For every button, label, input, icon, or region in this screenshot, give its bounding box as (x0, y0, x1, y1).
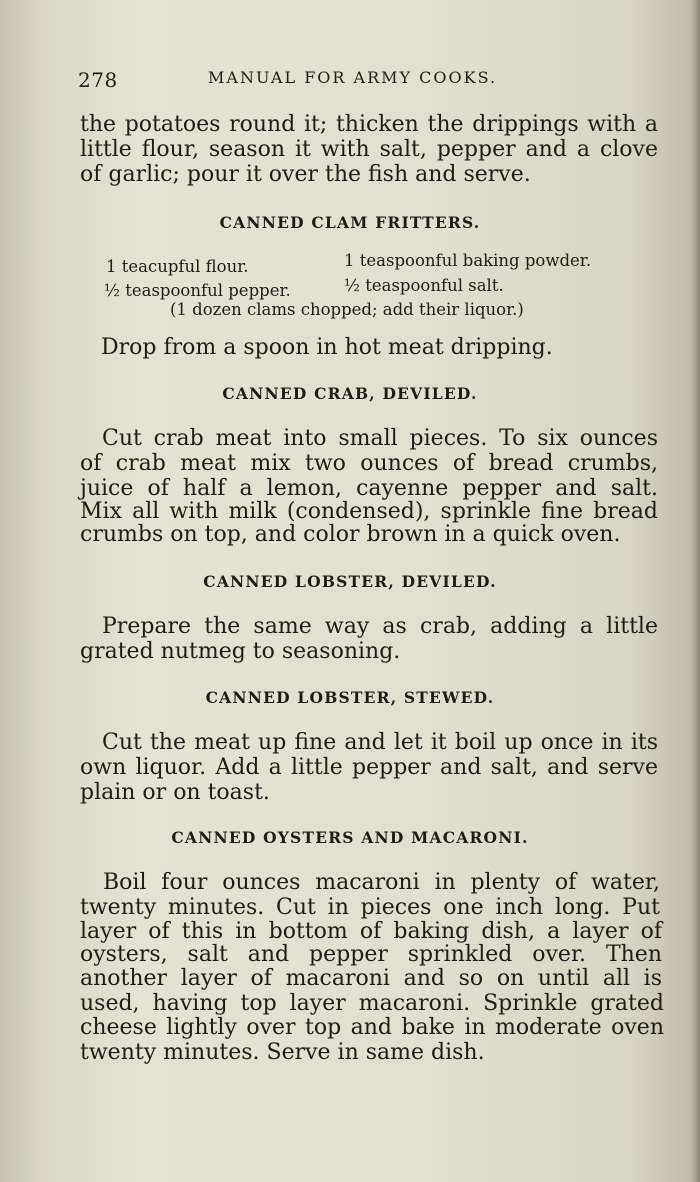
body-line: another layer of macaroni and so on until all is (80, 966, 662, 991)
body-line: crumbs on top, and color brown in a quick oven. (80, 522, 621, 547)
body-line: own liquor. Add a little pepper and salt, and serve (80, 755, 658, 780)
ingredient-line: 1 teaspoonful baking powder. (344, 251, 592, 270)
body-line: Boil four ounces macaroni in plenty of water, (103, 870, 660, 895)
body-line: Cut crab meat into small pieces. To six ounces (102, 426, 658, 451)
body-line: little flour, season it with salt, pepper and a clove (80, 137, 658, 162)
recipe-title-oysters-macaroni: CANNED OYSTERS AND MACARONI. (171, 828, 529, 847)
ingredient-line: ½ teaspoonful salt. (344, 276, 504, 295)
recipe-title-lobster-deviled: CANNED LOBSTER, DEVILED. (203, 572, 497, 591)
page-number: 278 (78, 68, 118, 92)
body-line: twenty minutes. Cut in pieces one inch long. Put (80, 895, 660, 920)
page-header (78, 64, 650, 90)
body-line: of garlic; pour it over the fish and serve. (80, 162, 531, 187)
ingredient-line: 1 teacupful flour. (106, 257, 249, 276)
body-line: cheese lightly over top and bake in moderate oven (80, 1015, 664, 1040)
body-line: Mix all with milk (condensed), sprinkle fine bread (80, 499, 658, 524)
recipe-title-lobster-stewed: CANNED LOBSTER, STEWED. (205, 688, 495, 707)
ingredient-line: ½ teaspoonful pepper. (104, 281, 291, 300)
body-line: Prepare the same way as crab, adding a little (102, 614, 658, 639)
running-head: MANUAL FOR ARMY COOKS. (208, 68, 498, 87)
body-line: oysters, salt and pepper sprinkled over. Then (80, 942, 662, 967)
ingredient-note: (1 dozen clams chopped; add their liquor.) (170, 300, 524, 319)
body-line: juice of half a lemon, cayenne pepper and salt. (80, 476, 658, 501)
body-line: used, having top layer macaroni. Sprinkle grated (80, 991, 664, 1016)
recipe-title-crab-deviled: CANNED CRAB, DEVILED. (222, 384, 478, 403)
body-line: twenty minutes. Serve in same dish. (80, 1040, 485, 1065)
body-line: plain or on toast. (80, 780, 270, 805)
body-line: of crab meat mix two ounces of bread crumbs, (80, 451, 658, 476)
body-line: the potatoes round it; thicken the drippings with a (80, 112, 658, 137)
body-line: grated nutmeg to seasoning. (80, 639, 401, 664)
body-line: layer of this in bottom of baking dish, a layer of (80, 919, 662, 944)
body-line: Drop from a spoon in hot meat dripping. (101, 335, 553, 360)
body-line: Cut the meat up fine and let it boil up once in its (102, 730, 658, 755)
recipe-title-clam-fritters: CANNED CLAM FRITTERS. (219, 213, 481, 232)
